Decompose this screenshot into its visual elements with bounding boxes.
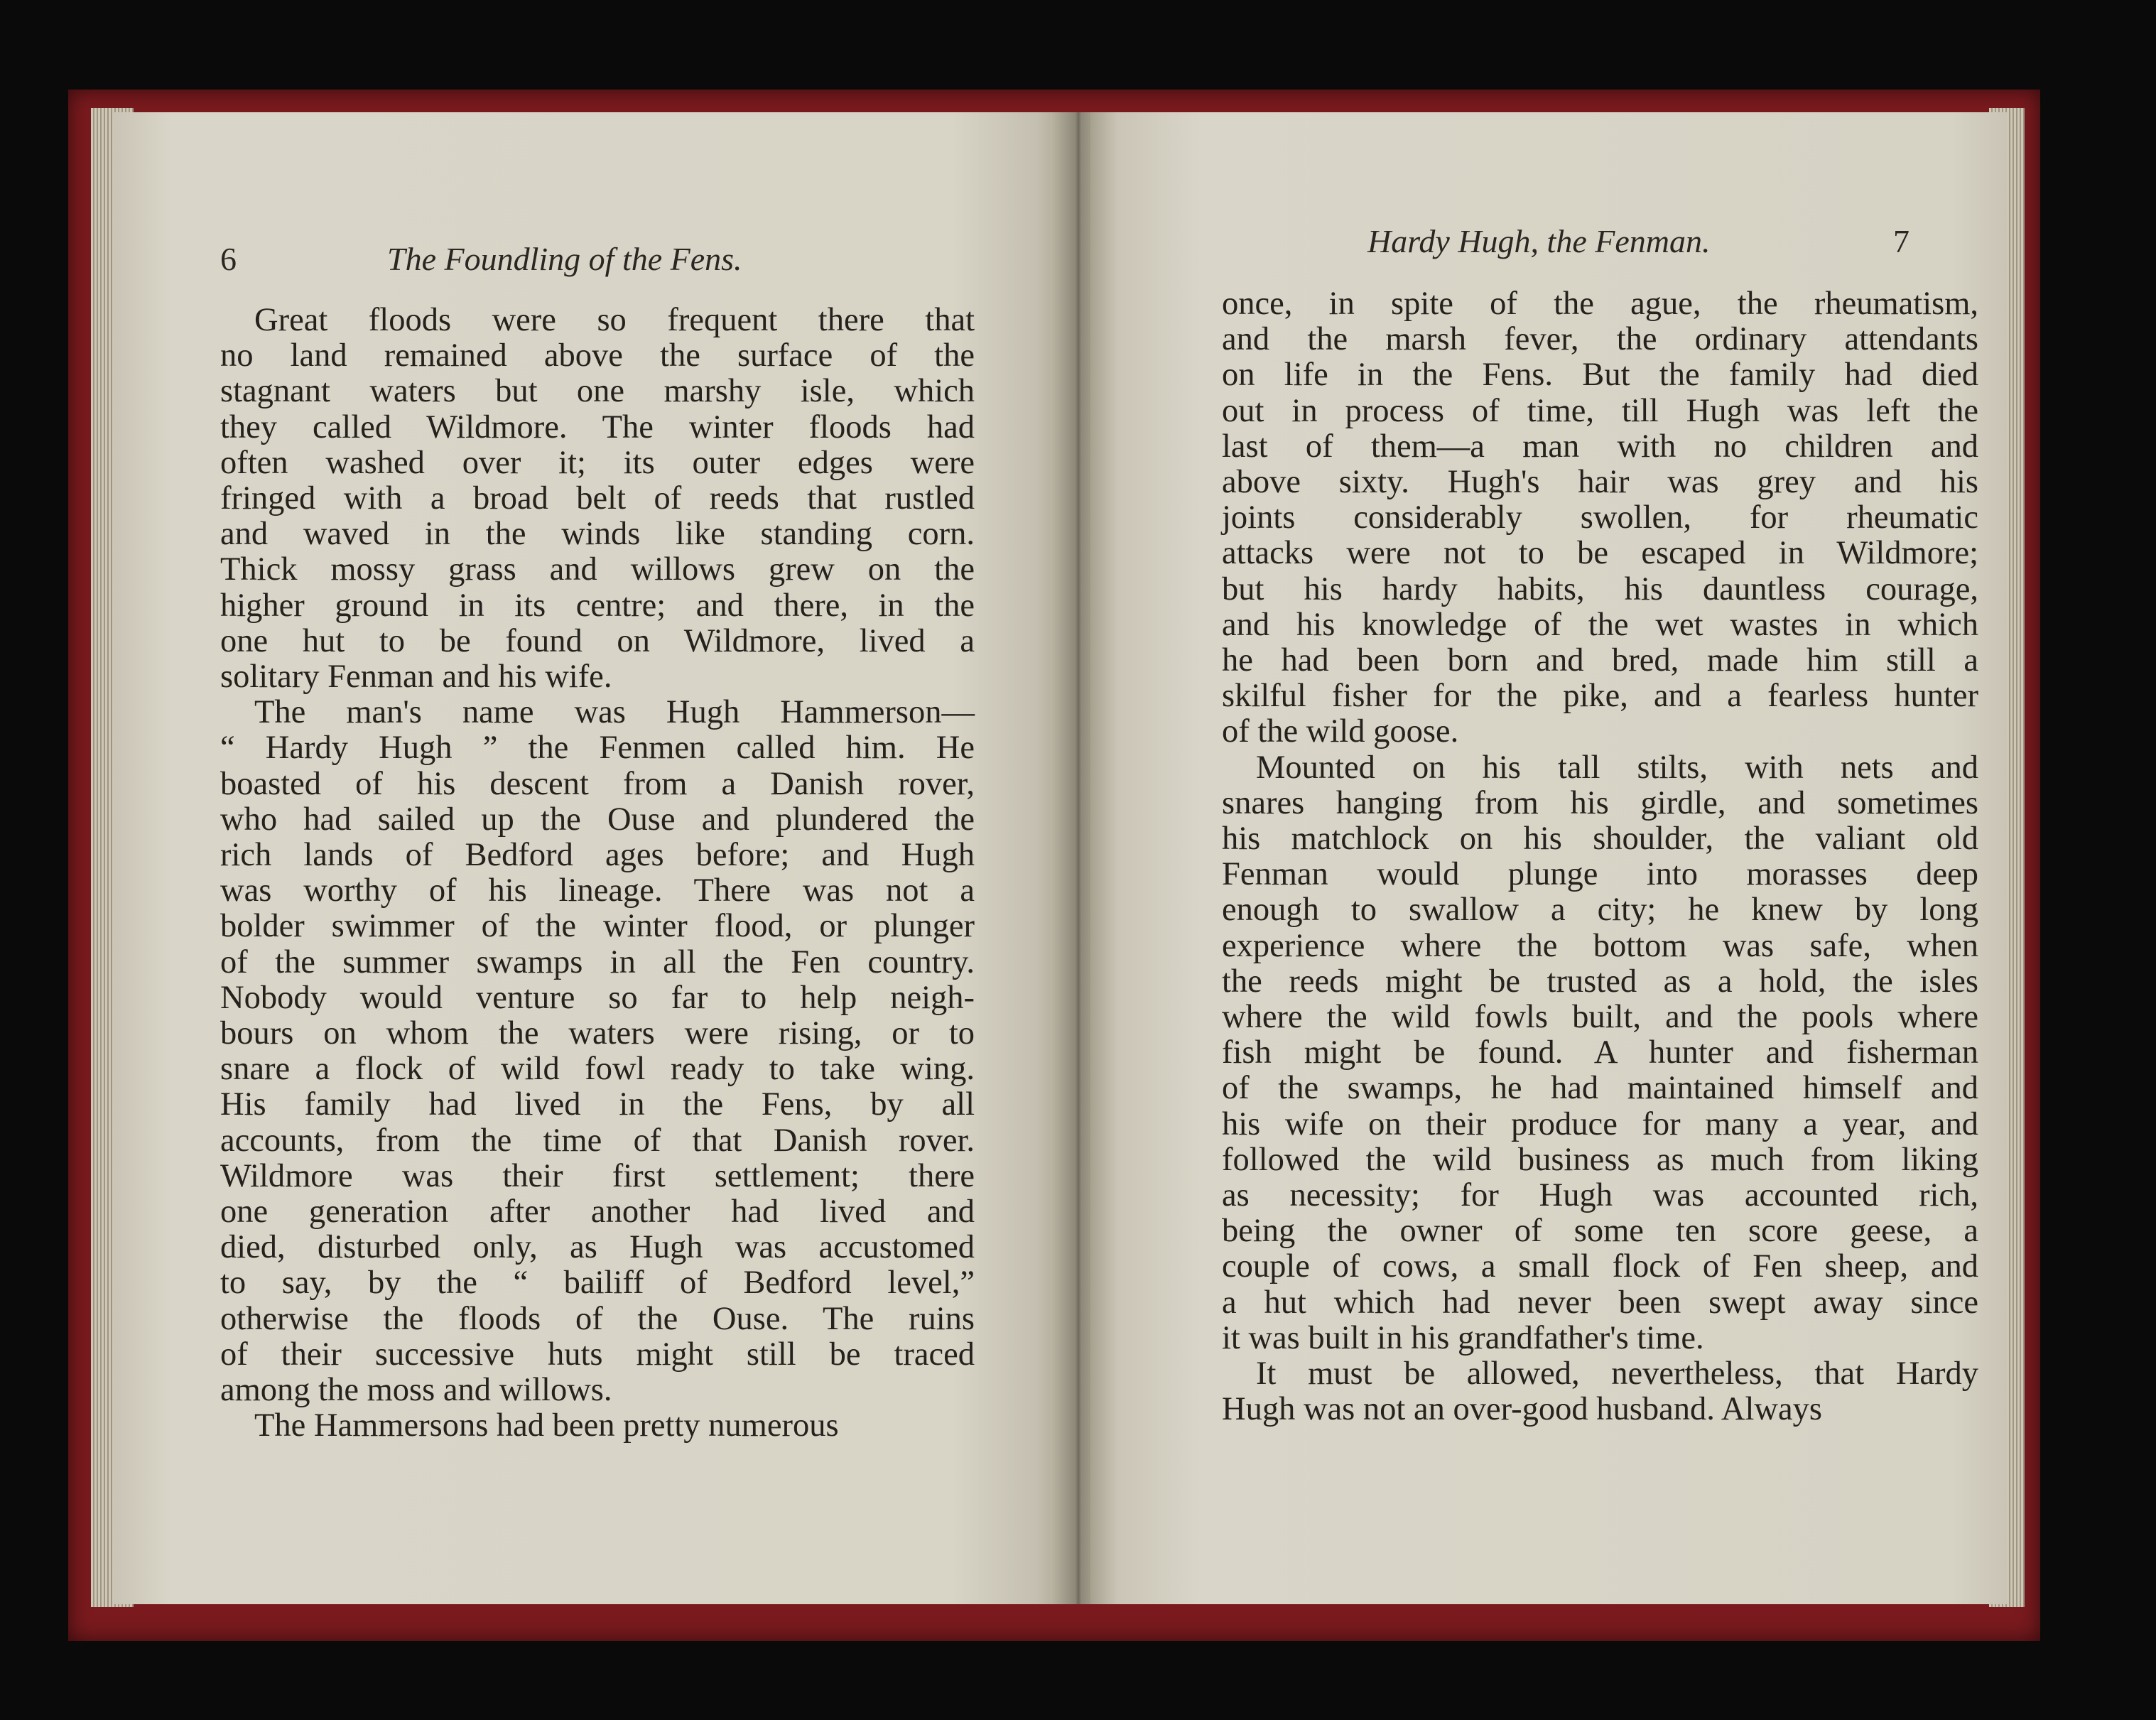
text-line: one hut to be found on Wildmore, lived a bbox=[220, 622, 975, 659]
text-line: the reeds might be trusted as a hold, the isles bbox=[1222, 963, 1978, 1000]
text-line: Fenman would plunge into morasses deep bbox=[1222, 856, 1978, 893]
text-line: attacks were not to be escaped in Wildmore; bbox=[1222, 535, 1978, 572]
text-line: snare a flock of wild fowl ready to take wing. bbox=[220, 1051, 975, 1088]
text-line: among the moss and willows. bbox=[220, 1372, 612, 1409]
text-line: Nobody would venture so far to help neigh- bbox=[220, 979, 975, 1016]
text-line: Thick mossy grass and willows grew on the bbox=[220, 551, 975, 588]
text-line: was worthy of his lineage. There was not a bbox=[220, 872, 975, 909]
text-line: joints considerably swollen, for rheumatic bbox=[1222, 499, 1978, 536]
text-line: fish might be found. A hunter and fisherman bbox=[1222, 1034, 1978, 1071]
text-line: above sixty. Hugh's hair was grey and his bbox=[1222, 464, 1978, 501]
text-line: as necessity; for Hugh was accounted rich, bbox=[1222, 1177, 1978, 1214]
text-line: out in process of time, till Hugh was left the bbox=[1222, 392, 1978, 429]
text-line: no land remained above the surface of the bbox=[220, 337, 975, 374]
text-line: they called Wildmore. The winter floods had bbox=[220, 409, 975, 445]
text-line: Wildmore was their first settlement; there bbox=[220, 1157, 975, 1194]
text-line: boasted of his descent from a Danish rover, bbox=[220, 765, 975, 802]
text-line: a hut which had never been swept away since bbox=[1222, 1284, 1978, 1321]
text-line: fringed with a broad belt of reeds that rustled bbox=[220, 480, 975, 517]
text-line: to say, by the “ bailiff of Bedford level,” bbox=[220, 1265, 975, 1302]
text-line: it was built in his grandfather's time. bbox=[1222, 1319, 1704, 1356]
text-line: experience where the bottom was safe, when bbox=[1222, 927, 1978, 964]
text-line: It must be allowed, nevertheless, that Hardy bbox=[1256, 1356, 1978, 1392]
text-line: bours on whom the waters were rising, or to bbox=[220, 1015, 975, 1052]
page-body bbox=[1222, 286, 1978, 1428]
text-line: couple of cows, a small flock of Fen sheep, and bbox=[1222, 1248, 1978, 1285]
text-line: followed the wild business as much from liking bbox=[1222, 1141, 1978, 1178]
page-body bbox=[220, 303, 975, 1444]
text-line: where the wild fowls built, and the pools where bbox=[1222, 999, 1978, 1036]
text-line: skilful fisher for the pike, and a fearless hunter bbox=[1222, 678, 1978, 715]
text-line: last of them—a man with no children and bbox=[1222, 428, 1978, 465]
text-line: of their successive huts might still be traced bbox=[220, 1336, 975, 1373]
text-line: of the wild goose. bbox=[1222, 713, 1459, 750]
text-line: Mounted on his tall stilts, with nets and bbox=[1256, 749, 1978, 786]
text-line: one generation after another had lived and bbox=[220, 1194, 975, 1230]
text-line: often washed over it; its outer edges were bbox=[220, 444, 975, 481]
text-line: enough to swallow a city; he knew by long bbox=[1222, 892, 1978, 929]
text-line: and his knowledge of the wet wastes in which bbox=[1222, 606, 1978, 643]
page-number: 6 bbox=[220, 241, 237, 277]
text-line: died, disturbed only, as Hugh was accustomed bbox=[220, 1229, 975, 1266]
right-page bbox=[1090, 112, 2007, 1604]
running-title: The Foundling of the Fens. bbox=[387, 241, 742, 277]
text-line: once, in spite of the ague, the rheumatism, bbox=[1222, 286, 1978, 322]
text-line: Hugh was not an over-good husband. Always bbox=[1222, 1391, 1822, 1428]
text-line: his matchlock on his shoulder, the valiant old bbox=[1222, 821, 1978, 858]
text-line: being the owner of some ten score geese, a bbox=[1222, 1213, 1978, 1250]
text-line: “ Hardy Hugh ” the Fenmen called him. He bbox=[220, 730, 975, 767]
text-line: of the summer swamps in all the Fen country. bbox=[220, 943, 975, 980]
running-title: Hardy Hugh, the Fenman. bbox=[1367, 223, 1711, 259]
text-line: stagnant waters but one marshy isle, which bbox=[220, 373, 975, 410]
text-line: his wife on their produce for many a year, and bbox=[1222, 1105, 1978, 1142]
text-line: snares hanging from his girdle, and sometimes bbox=[1222, 784, 1978, 821]
text-line: and the marsh fever, the ordinary attendants bbox=[1222, 321, 1978, 358]
text-line: he had been born and bred, made him still a bbox=[1222, 642, 1978, 679]
text-line: Great floods were so frequent there that bbox=[254, 302, 975, 338]
text-line: accounts, from the time of that Danish rover. bbox=[220, 1122, 975, 1159]
text-line: and waved in the winds like standing corn. bbox=[220, 516, 975, 553]
text-line: of the swamps, he had maintained himself and bbox=[1222, 1070, 1978, 1107]
text-line: otherwise the floods of the Ouse. The ruins bbox=[220, 1300, 975, 1337]
left-page bbox=[114, 112, 1066, 1604]
text-line: The Hammersons had been pretty numerous bbox=[254, 1407, 839, 1444]
text-line: but his hardy habits, his dauntless courage, bbox=[1222, 570, 1978, 607]
page-number: 7 bbox=[1893, 223, 1909, 259]
text-line: higher ground in its centre; and there, in the bbox=[220, 587, 975, 624]
text-line: solitary Fenman and his wife. bbox=[220, 659, 612, 696]
text-line: rich lands of Bedford ages before; and Hugh bbox=[220, 837, 975, 874]
text-line: who had sailed up the Ouse and plundered the bbox=[220, 801, 975, 838]
text-line: bolder swimmer of the winter flood, or plunger bbox=[220, 908, 975, 945]
text-line: on life in the Fens. But the family had died bbox=[1222, 357, 1978, 394]
text-line: The man's name was Hugh Hammerson— bbox=[254, 694, 975, 731]
text-line: His family had lived in the Fens, by all bbox=[220, 1086, 975, 1123]
